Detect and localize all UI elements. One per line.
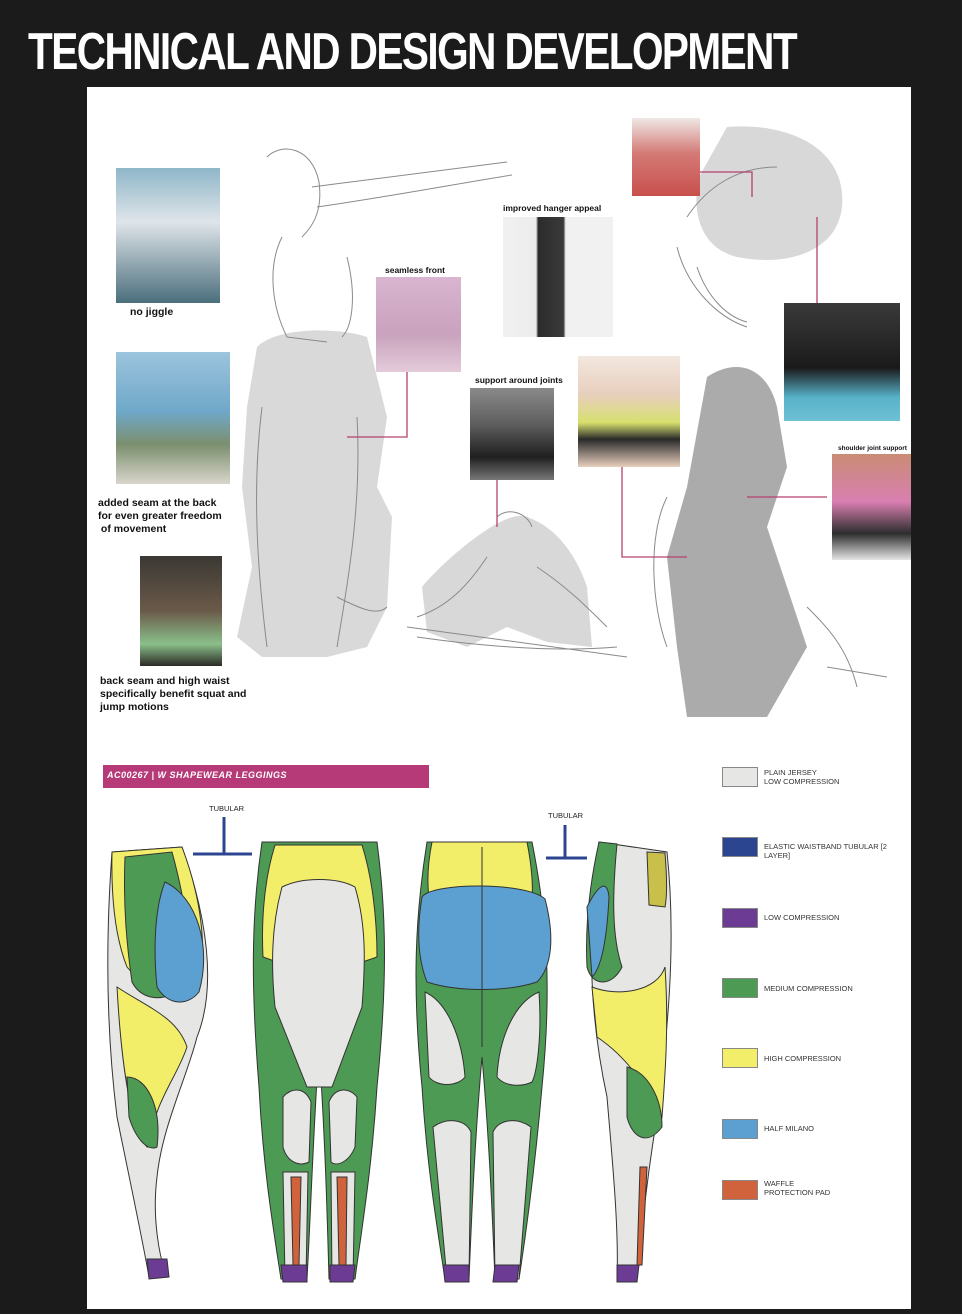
legend-swatch-half-milano <box>722 1119 758 1139</box>
legging-side-left <box>108 847 208 1279</box>
legend-label-elastic-waistband: ELASTIC WAISTBAND TUBULAR [2 LAYER] <box>764 842 887 860</box>
legend-label-waffle-pad: WAFFLE PROTECTION PAD <box>764 1179 831 1197</box>
caption-support-joints: support around joints <box>475 375 563 385</box>
caption-added-seam: added seam at the back for even greater freedom of movement <box>98 497 222 535</box>
legging-side-right <box>587 842 672 1282</box>
legend-swatch-medium-compression <box>722 978 758 998</box>
caption-seamless-front: seamless front <box>385 265 445 275</box>
legging-front <box>253 842 384 1282</box>
design-board <box>87 87 911 1309</box>
caption-back-seam: back seam and high waist specifically benefit squat and jump motions <box>100 675 247 713</box>
legend-swatch-plain-jersey <box>722 767 758 787</box>
tubular-marker-left <box>193 817 252 854</box>
tubular-marker-right <box>546 825 587 858</box>
legend-label-plain-jersey: PLAIN JERSEY LOW COMPRESSION <box>764 768 840 786</box>
caption-shoulder-support: shoulder joint support <box>838 445 907 452</box>
legend-label-half-milano: HALF MILANO <box>764 1124 815 1133</box>
legend-label-medium-compression: MEDIUM COMPRESSION <box>764 984 853 993</box>
legging-back <box>416 842 551 1282</box>
tubular-label-left: TUBULAR <box>209 804 245 813</box>
tubular-label-right: TUBULAR <box>548 811 584 820</box>
legend-label-low-compression: LOW COMPRESSION <box>764 913 840 922</box>
page-title: TECHNICAL AND DESIGN DEVELOPMENT <box>28 23 797 81</box>
caption-no-jiggle: no jiggle <box>130 306 174 318</box>
legend-swatch-high-compression <box>722 1048 758 1068</box>
legend-swatch-waffle-pad <box>722 1180 758 1200</box>
style-banner-text: AC00267 | W SHAPEWEAR LEGGINGS <box>107 770 288 780</box>
legend-swatch-elastic-waistband <box>722 837 758 857</box>
legend-label-high-compression: HIGH COMPRESSION <box>764 1054 842 1063</box>
caption-hanger-appeal: improved hanger appeal <box>503 203 602 213</box>
legend-swatch-low-compression <box>722 908 758 928</box>
